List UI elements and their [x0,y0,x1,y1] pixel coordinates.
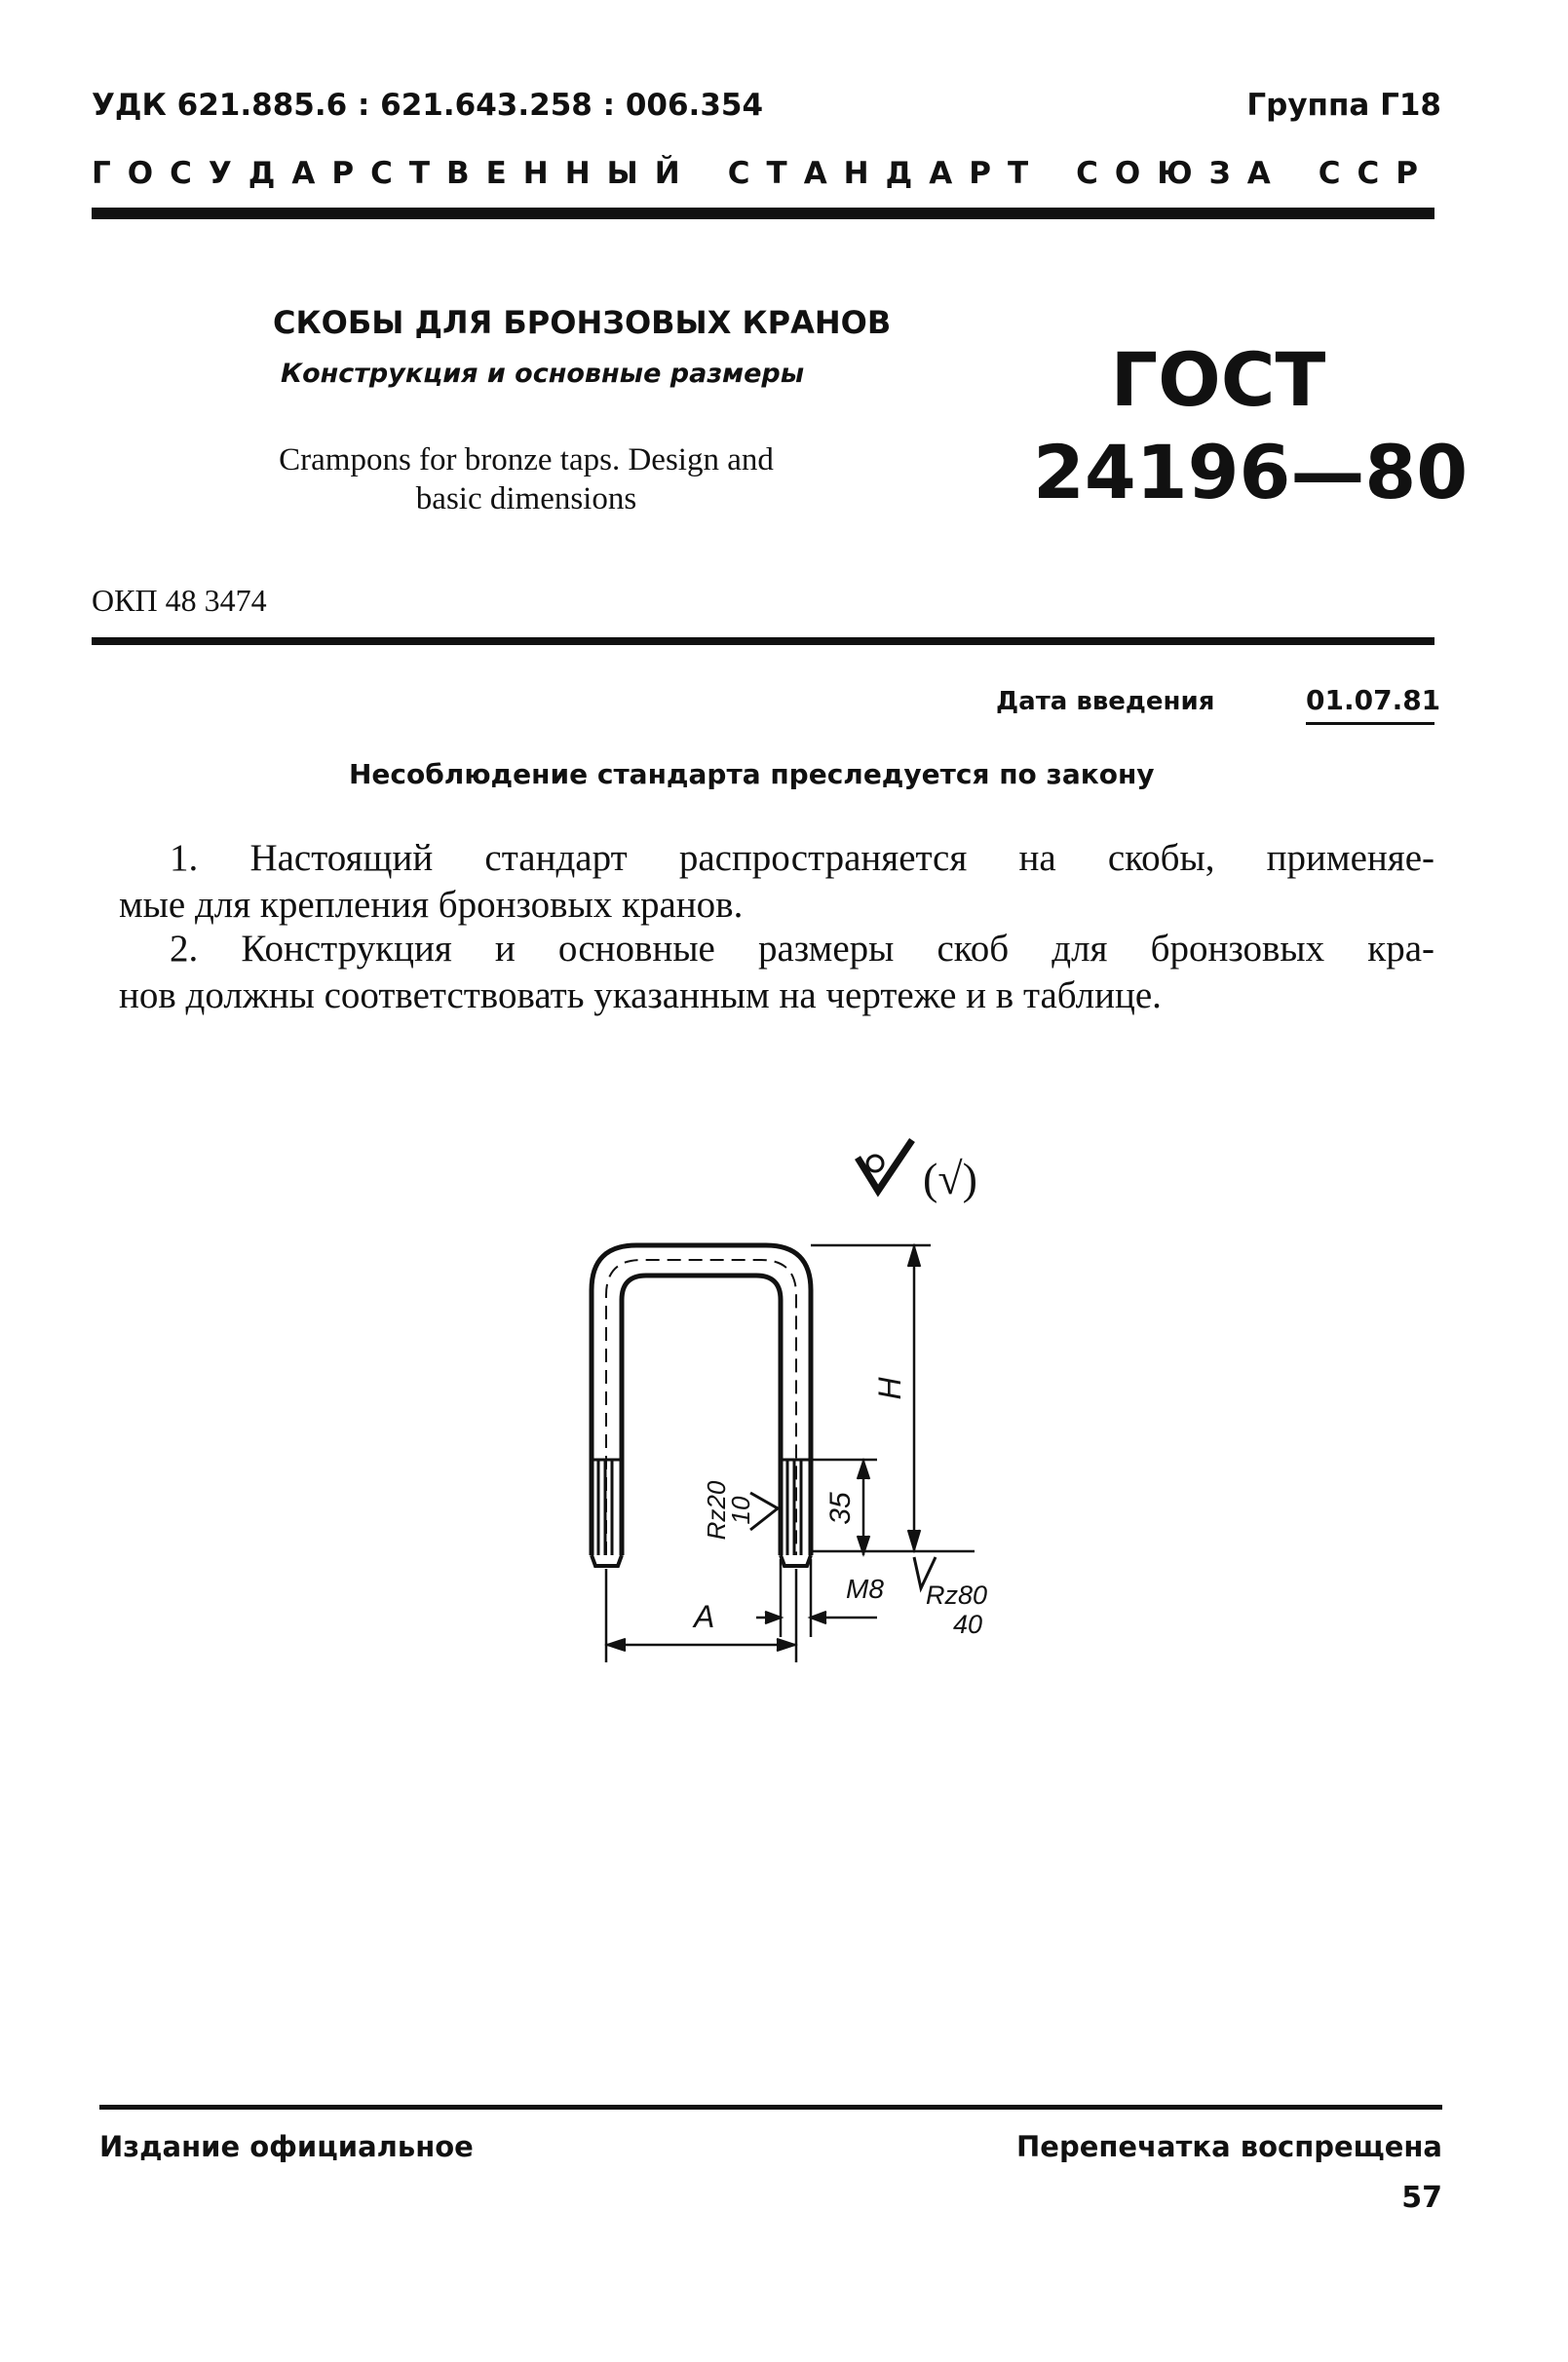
paragraph-line: мые для крепления бронзовых кранов. [119,884,744,926]
dimension-a-label: A [694,1599,715,1634]
introduction-date-label: Дата введения [996,687,1215,716]
gost-label: ГОСТ [1110,336,1326,423]
group-code: Группа Г18 [1246,88,1441,123]
roughness-thread-top: Rz20 [702,1480,731,1541]
paragraph-line: 1. Настоящий стандарт распространяется на скобы, применяе- [170,837,1434,879]
banner-word: СТАНДАРТ [727,156,1046,191]
roughness-general-label: (√) [923,1154,977,1203]
banner-word: ГОСУДАРСТВЕННЫЙ [92,156,697,191]
banner-word: СОЮЗА [1076,156,1287,191]
law-notice: Несоблюдение стандарта преследуется по закону [349,758,1155,790]
banner-word: ССР [1318,156,1434,191]
okp-code: ОКП 48 3474 [92,583,267,618]
roughness-thread-bottom: 10 [726,1496,755,1525]
page-number: 57 [1401,2181,1442,2215]
document-title: СКОБЫ ДЛЯ БРОНЗОВЫХ КРАНОВ [273,304,892,341]
dimension-h-label: H [872,1377,907,1400]
udk-code: УДК 621.885.6 : 621.643.258 : 006.354 [92,88,764,123]
roughness-end-bottom: 40 [953,1610,983,1639]
reprint-prohibited: Перепечатка воспрещена [1016,2130,1442,2163]
document-subtitle: Конструкция и основные размеры [281,359,805,389]
paragraph-line: 2. Конструкция и основные размеры скоб для бронзовых кра- [170,928,1434,970]
thread-m8-label: M8 [846,1574,884,1604]
paragraph-line: нов должны соответствовать указанным на чертеже и в таблице. [119,974,1162,1016]
bottom-rule [99,2105,1442,2110]
roughness-checkmark-icon [858,1140,912,1191]
introduction-date: 01.07.81 [1306,684,1434,725]
gost-number: 24196—80 [1033,429,1469,515]
english-title: Crampons for bronze taps. Design and basic dimensions [279,442,774,516]
roughness-end-top: Rz80 [926,1581,988,1610]
dimension-35-label: 35 [824,1492,857,1525]
official-edition: Издание официальное [99,2130,474,2163]
